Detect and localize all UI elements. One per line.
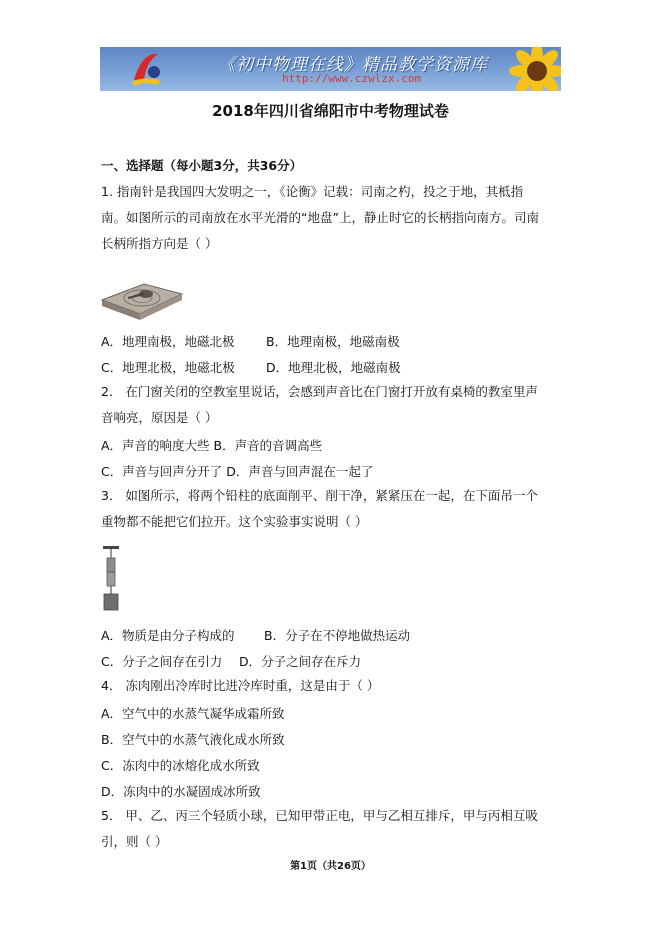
compass-sinan-figure [100,270,184,324]
question-1-line-3: 长柄所指方向是（ ） [101,236,218,251]
header-banner [100,47,561,91]
q3-option-a: A．物质是由分子构成的 [101,628,235,643]
section-heading: 一、选择题（每小题3分，共36分） [101,158,303,173]
question-5-line-2: 引，则（ ） [101,834,168,849]
banner-url: http://www.czwlzx.com [282,72,422,85]
question-4-line: 4． 冻肉刚出冷库时比进冷库时重，这是由于（ ） [101,678,380,693]
q1-option-a: A．地理南极，地磁北极 [101,334,235,349]
q4-option-d: D．冻肉中的水凝固成冰所致 [101,784,261,799]
page-number: 第1页（共26页） [290,861,371,872]
question-1-line-1: 1. 指南针是我国四大发明之一，《论衡》记载：司南之杓，投之于地，其柢指 [101,184,524,199]
banner-title: 《初中物理在线》精品教学资源库 [218,55,488,75]
q3-option-b: B．分子在不停地做热运动 [264,628,411,643]
q3-option-d: D．分子之间存在斥力 [239,654,362,669]
q3-option-c: C．分子之间存在引力 [101,654,223,669]
document-title: 2018年四川省绵阳市中考物理试卷 [212,102,449,120]
lead-cylinders-figure [100,546,122,612]
question-3-line-1: 3． 如图所示，将两个铅柱的底面削平、削干净，紧紧压在一起，在下面吊一个 [101,488,538,503]
sunflower-icon [503,47,561,91]
question-2-line-1: 2． 在门窗关闭的空教室里说话，会感到声音比在门窗打开放有桌椅的教室里声 [101,384,538,399]
q1-option-d: D．地理北极，地磁南极 [266,360,401,375]
q2-option-cd: C．声音与回声分开了 D．声音与回声混在一起了 [101,464,374,479]
question-1-line-2: 南。如图所示的司南放在水平光滑的“地盘”上，静止时它的长柄指向南方。司南 [101,210,539,225]
question-3-line-2: 重物都不能把它们拉开。这个实验事实说明（ ） [101,514,368,529]
q1-option-b: B．地理南极，地磁南极 [266,334,400,349]
question-5-line-1: 5． 甲、乙、丙三个轻质小球，已知甲带正电，甲与乙相互排斥，甲与丙相互吸 [101,808,538,823]
question-2-line-2: 音响亮，原因是（ ） [101,410,218,425]
q2-option-ab: A．声音的响度大些 B．声音的音调高些 [101,438,323,453]
q4-option-c: C．冻肉中的冰熔化成水所致 [101,758,260,773]
q4-option-a: A．空气中的水蒸气凝华成霜所致 [101,706,285,721]
logo-icon [128,50,164,88]
q4-option-b: B．空气中的水蒸气液化成水所致 [101,732,285,747]
q1-option-c: C．地理北极，地磁北极 [101,360,235,375]
